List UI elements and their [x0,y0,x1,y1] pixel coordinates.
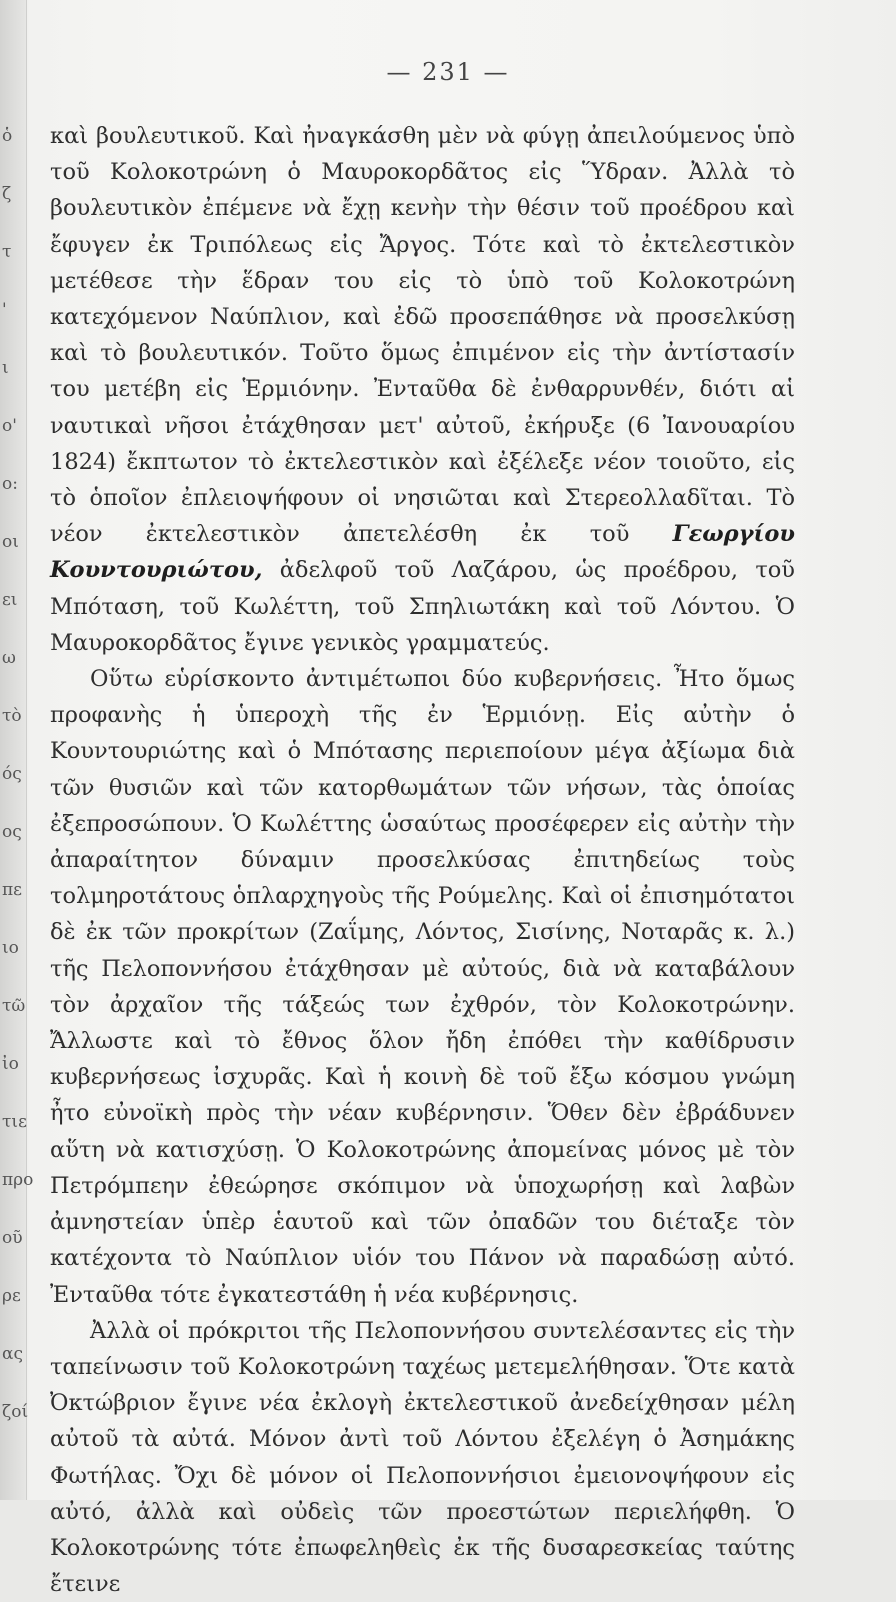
facing-page-fragment: οῦ [2,1228,23,1248]
facing-page-fragment: ἰο [2,1054,19,1074]
facing-page-fragment: ός [2,764,22,784]
paragraph-3: Ἀλλὰ οἱ πρόκριτοι τῆς Πελοποννήσου συντελέσαντες εἰς τὴν ταπείνωσιν τοῦ Κολοκοτρώνη ταχέως μετεμελήθησαν. Ὅτε κατὰ Ὀκτώβριον ἔγινε νέα ἐκλογὴ ἐκτελεστικοῦ ἀνεδείχθησαν μέλη αὐτοῦ τὰ αὐτά. Μόνον ἀντὶ τοῦ Λόντου ἐξελέγη ὁ Ἀσημάκης Φωτήλας. Ὄχι δὲ μόνον οἱ Πελοποννήσιοι ἐμειονοψήφουν εἰς αὐτό, ἀλλὰ καὶ οὐδεὶς τῶν προεστώτων περιελήφθη. Ὁ Κολοκοτρώνης τότε ἐπωφεληθεὶς ἐκ τῆς δυσαρεσκείας ταύτης ἔτεινε [50,1317,795,1598]
paragraph-1 [50,118,795,661]
paragraph-1-text-a: καὶ βουλευτικοῦ. Καὶ ἠναγκάσθη μὲν νὰ φύγῃ ἀπειλούμενος ὑπὸ τοῦ Κολοκοτρώνη ὁ Μαυροκορδᾶτος εἰς Ὕδραν. Ἀλλὰ τὸ βουλευτικὸν ἐπέμενε νὰ ἔχῃ κενὴν τὴν θέσιν τοῦ προέδρου καὶ ἔφυγεν ἐκ Τριπόλεως εἰς Ἄργος. Τότε καὶ τὸ ἐκτελεστικὸν μετέθεσε τὴν ἕδραν του εἰς τὸ ὑπὸ τοῦ Κολοκοτρώνη κατεχόμενον Ναύπλιον, καὶ ἐδῶ προσεπάθησε νὰ προσελκύσῃ καὶ τὸ βουλευτικόν. Τοῦτο ὅμως ἐπιμένον εἰς τὴν ἀντίστασίν του μετέβη εἰς Ἑρμιόνην. Ἐνταῦθα δὲ ἐνθαρρυνθέν, διότι αἱ ναυτικαὶ νῆσοι ἐτάχθησαν μετ' αὐτοῦ, ἐκήρυξε (6 Ἰανουαρίου 1824) ἔκπτωτον τὸ ἐκτελεστικὸν καὶ ἐξέλεξε νέον τοιοῦτο, εἰς τὸ ὁποῖον ἐπλειοψήφουν οἱ νησιῶται καὶ Στερεολλαδῖται. Τὸ νέον ἐκτελεστικὸν ἀπετελέσθη ἐκ τοῦ [50,123,795,548]
facing-page-fragment: τ [2,242,12,262]
page-number: — 231 — [386,58,510,86]
facing-page-fragment: ο' [2,416,17,436]
facing-page-fragment: τιε [2,1112,27,1132]
facing-page-fragment: τῶ [2,996,26,1016]
facing-page-fragment: ας [2,1344,24,1364]
facing-page-fragment: ει [2,590,18,610]
page-body [50,118,795,1602]
facing-page-fragment: ζοί [2,1402,29,1422]
facing-page-fragment: προ [2,1170,34,1190]
paragraph-1-text-b: ἀδελφοῦ τοῦ Λαζάρου, ὡς προέδρου, τοῦ Μπόταση, τοῦ Κωλέττη, τοῦ Σπηλιωτάκη καὶ τοῦ Λόντου. Ὁ Μαυροκορδᾶτος ἔγινε γενικὸς γραμματεύς. [50,557,795,656]
facing-page-fragment: ὁ [2,126,13,146]
facing-page-fragment: ο: [2,474,18,494]
facing-page-fragment: ω [2,648,16,668]
facing-page-fragment: ' [2,300,7,320]
emphasized-name: Γεωργίου Κουντουριώτου, [50,521,795,584]
facing-page-fragment: ος [2,822,22,842]
facing-page-fragment: ρε [2,1286,21,1306]
facing-page-fragment: τὸ [2,706,22,726]
paragraph-2: Οὕτω εὑρίσκοντο ἀντιμέτωποι δύο κυβερνήσεις. Ἦτο ὅμως προφανὴς ἡ ὑπεροχὴ τῆς ἐν Ἑρμιόνῃ. Εἰς αὐτὴν ὁ Κουντουριώτης καὶ ὁ Μπότασης περιεποίουν μέγα ἀξίωμα διὰ τῶν θυσιῶν καὶ τῶν κατορθωμάτων τῶν νήσων, τὰς ὁποίας ἐξεπροσώπουν. Ὁ Κωλέττης ὡσαύτως προσέφερεν εἰς αὐτὴν τὴν ἀπαραίτητον δύναμιν προσελκύσας ἐπιτηδείως τοὺς τολμηροτάτους ὁπλαρχηγοὺς τῆς Ρούμελης. Καὶ οἱ ἐπισημότατοι δὲ ἐκ τῶν προκρίτων (Ζαΐμης, Λόντος, Σισίνης, Νοταρᾶς κ. λ.) τῆς Πελοποννήσου ἐτάχθησαν μὲ αὐτούς, διὰ νὰ καταβάλουν τὸν ἀρχαῖον τῆς τάξεώς των ἐχθρόν, τὸν Κολοκοτρώνην. Ἄλλωστε καὶ τὸ ἔθνος ὅλον ἤδη ἐπόθει τὴν καθίδρυσιν κυβερνήσεως ἰσχυρᾶς. Καὶ ἡ κοινὴ δὲ τοῦ ἔξω κόσμου γνώμη ἦτο εὐνοϊκὴ πρὸς τὴν νέαν κυβέρνησιν. Ὅθεν δὲν ἐβράδυνεν αὕτη νὰ κατισχύσῃ. Ὁ Κολοκοτρώνης ἀπομείνας μόνος μὲ τὸν Πετρόμπεην ἐθεώρησε σκόπιμον νὰ ὑποχωρήσῃ καὶ λαβὼν ἀμνηστείαν ὑπὲρ ἑαυτοῦ καὶ τῶν ὀπαδῶν του διέταξε τὸν κατέχοντα τὸ Ναύπλιον υἱόν του Πάνον νὰ παραδώσῃ αὐτό. Ἐνταῦθα τότε ἐγκατεστάθη ἡ νέα κυβέρνησις. [50,666,795,1308]
facing-page-fragment: πε [2,880,22,900]
facing-page-fragment: οι [2,532,19,552]
facing-page-fragment: ζ [2,184,12,204]
facing-page-fragment: ιο [2,938,19,958]
facing-page-edge [0,0,34,1500]
facing-page-fragment: ι [2,358,9,378]
